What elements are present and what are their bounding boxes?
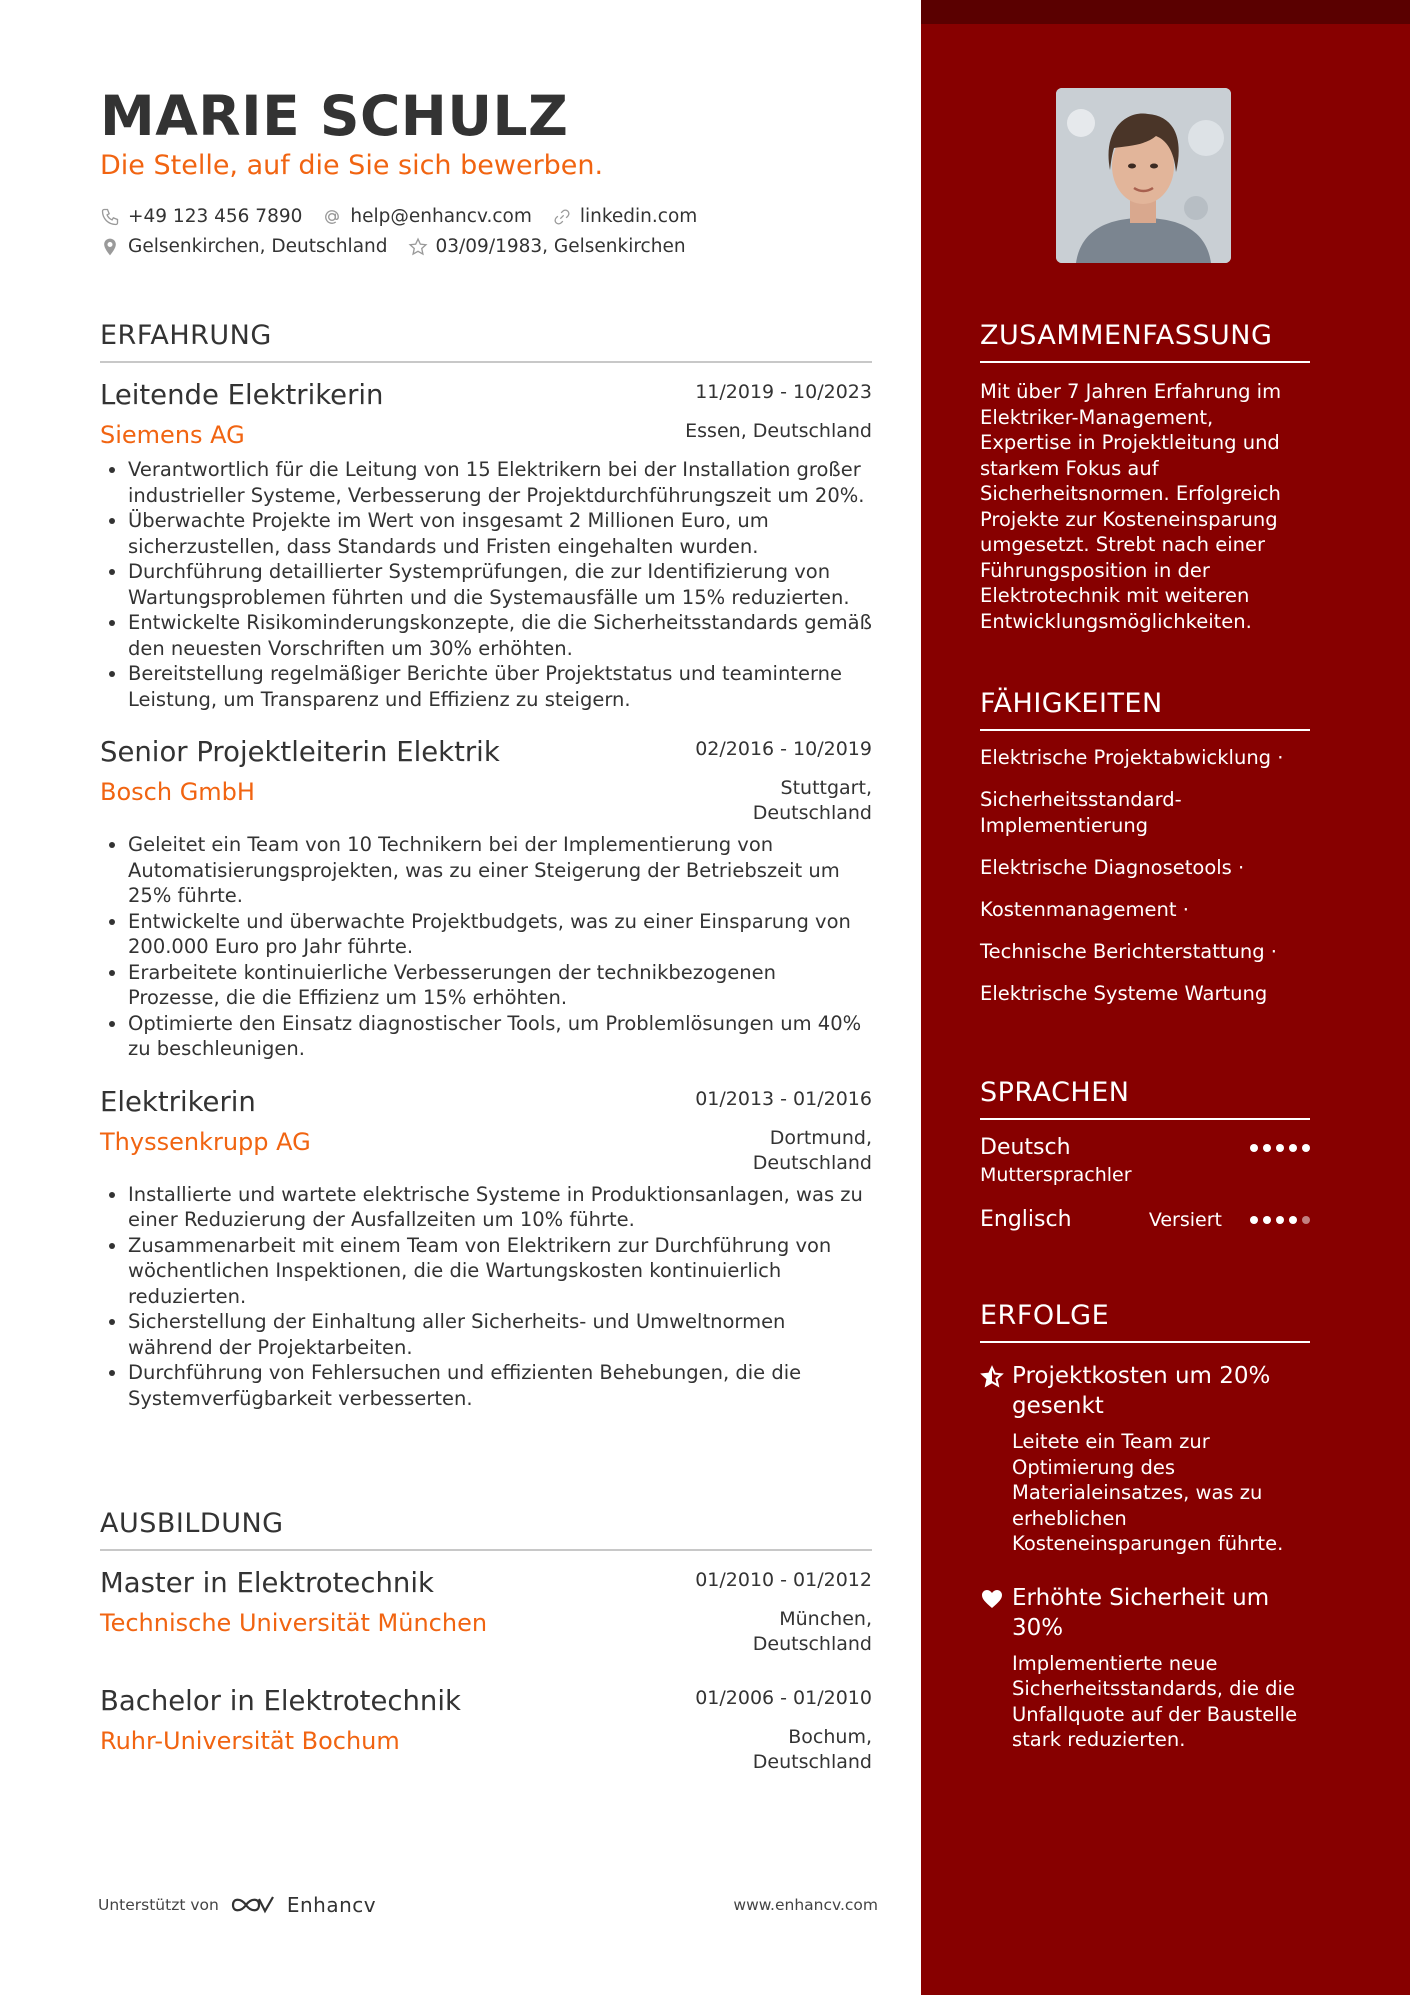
school-location-city: München, bbox=[779, 1608, 872, 1630]
skills-title: FÄHIGKEITEN bbox=[980, 688, 1310, 731]
job-tagline: Die Stelle, auf die Sie sich bewerben. bbox=[100, 150, 604, 181]
bullet-item: • Verantwortlich für die Leitung von 15 Elektrikern bei der Installation großer industrieller Systeme, Verbesserung der Projektdurchführungszeit um 20%. bbox=[128, 457, 872, 508]
education-entry bbox=[100, 1683, 872, 1775]
skill-item: Elektrische Diagnosetools · bbox=[980, 856, 1245, 879]
contact-location bbox=[100, 232, 388, 262]
school-location-country: Deutschland bbox=[752, 1633, 872, 1655]
achievements-title: ERFOLGE bbox=[980, 1300, 1310, 1343]
rating-dot bbox=[1263, 1216, 1271, 1224]
school: Ruhr-Universität Bochum bbox=[100, 1727, 400, 1755]
education-entry bbox=[100, 1565, 872, 1657]
rating-dot bbox=[1250, 1216, 1258, 1224]
skill-item: Elektrische Systeme Wartung bbox=[980, 982, 1268, 1005]
languages-section bbox=[980, 1077, 1310, 1234]
achievement-desc: Leitete ein Team zur Optimierung des Materialeinsatzes, was zu erheblichen Kosteneinsparungen führte. bbox=[1012, 1430, 1284, 1555]
rating-dot bbox=[1302, 1216, 1310, 1224]
education-title: AUSBILDUNG bbox=[100, 1508, 872, 1551]
achievement-title: Erhöhte Sicherheit um 30% bbox=[1012, 1584, 1270, 1641]
job-entry bbox=[100, 377, 872, 712]
job-role: Leitende Elektrikerin bbox=[100, 379, 384, 411]
rating-dot bbox=[1289, 1216, 1297, 1224]
job-entry bbox=[100, 734, 872, 1062]
job-role: Elektrikerin bbox=[100, 1085, 256, 1118]
profile-photo bbox=[1056, 88, 1231, 263]
contact-linkedin[interactable] bbox=[552, 202, 697, 232]
achievement-item bbox=[980, 1583, 1310, 1753]
bullet-item: • Sicherstellung der Einhaltung aller Sicherheits- und Umweltnormen während der Projektarbeiten. bbox=[128, 1309, 872, 1360]
job-location: Essen, Deutschland bbox=[685, 420, 872, 442]
brand-name: Enhancv bbox=[286, 1893, 377, 1917]
bullet-item: • Durchführung von Fehlersuchen und effizienten Behebungen, die die Systemverfügbarkeit verbesserten. bbox=[128, 1360, 872, 1411]
language-item bbox=[980, 1134, 1310, 1188]
achievement-desc: Implementierte neue Sicherheitsstandards, die die Unfallquote auf der Baustelle stark reduzierten. bbox=[1012, 1651, 1298, 1751]
bullet-item: • Optimierte den Einsatz diagnostischer Tools, um Problemlösungen um 40% zu beschleunigen. bbox=[128, 1011, 872, 1062]
school: Technische Universität München bbox=[100, 1609, 488, 1637]
bullet-item: • Zusammenarbeit mit einem Team von Elektrikern zur Durchführung von wöchentlichen Inspektionen, die die Wartungskosten kontinuierlich reduzierten. bbox=[128, 1233, 872, 1310]
birth-text: 03/09/1983, Gelsenkirchen bbox=[435, 236, 686, 257]
bullet-item: • Durchführung detaillierter Systemprüfungen, die zur Identifizierung von Wartungsproblemen führten und die Systemausfälle um 15% reduzierten. bbox=[128, 559, 872, 610]
portrait-image bbox=[1056, 88, 1231, 263]
degree: Master in Elektrotechnik bbox=[100, 1567, 434, 1599]
language-name: Englisch bbox=[980, 1207, 1072, 1232]
location-text: Gelsenkirchen, Deutschland bbox=[128, 236, 388, 257]
job-role: Senior Projektleiterin Elektrik bbox=[100, 736, 500, 768]
language-level: Muttersprachler bbox=[980, 1164, 1132, 1186]
bullet-item: • Entwickelte Risikominderungskonzepte, die die Sicherheitsstandards gemäß den neuesten Vorschriften um 30% erhöhten. bbox=[128, 610, 872, 661]
powered-by-label: Unterstützt von bbox=[98, 1896, 219, 1914]
star-outline-icon bbox=[408, 237, 428, 257]
candidate-name: MARIE SCHULZ bbox=[100, 84, 569, 148]
bullet-item: • Geleitet ein Team von 10 Technikern bei der Implementierung von Automatisierungsprojekten, was zu einer Steigerung der Betriebszeit um 25% führte. bbox=[128, 832, 872, 909]
rating-dot bbox=[1276, 1144, 1284, 1152]
achievement-title: Projektkosten um 20% gesenkt bbox=[1012, 1363, 1271, 1419]
school-location bbox=[753, 1725, 872, 1775]
language-level: Versiert bbox=[1148, 1209, 1222, 1231]
experience-title: ERFAHRUNG bbox=[100, 320, 872, 363]
job-location bbox=[753, 1126, 872, 1176]
rating-dot bbox=[1276, 1216, 1284, 1224]
at-icon bbox=[322, 207, 342, 227]
languages-title: SPRACHEN bbox=[980, 1077, 1310, 1120]
contact-info bbox=[100, 202, 717, 262]
footer bbox=[98, 1893, 878, 1917]
contact-birth bbox=[408, 232, 686, 262]
bullet-item: • Überwachte Projekte im Wert von insgesamt 2 Millionen Euro, um sicherzustellen, dass Standards und Fristen eingehalten wurden. bbox=[128, 508, 872, 559]
language-rating bbox=[1250, 1144, 1310, 1152]
job-location-country: Deutschland bbox=[752, 1151, 872, 1174]
job-bullets bbox=[100, 1182, 872, 1412]
job-company: Thyssenkrupp AG bbox=[100, 1127, 311, 1156]
achievement-item bbox=[980, 1361, 1310, 1557]
school-location bbox=[753, 1607, 872, 1657]
phone-text: +49 123 456 7890 bbox=[128, 206, 303, 227]
summary-section bbox=[980, 320, 1310, 634]
linkedin-text: linkedin.com bbox=[579, 206, 698, 227]
job-dates: 01/2013 - 01/2016 bbox=[695, 1087, 872, 1110]
skill-item: Technische Berichterstattung · bbox=[980, 940, 1277, 963]
job-location bbox=[753, 776, 872, 826]
powered-by[interactable] bbox=[98, 1893, 376, 1917]
contact-email[interactable] bbox=[322, 202, 531, 232]
job-location-country: Deutschland bbox=[752, 802, 872, 824]
skill-item: Elektrische Projektabwicklung · bbox=[980, 746, 1284, 769]
location-pin-icon bbox=[100, 237, 120, 257]
sidebar bbox=[921, 0, 1410, 1995]
rating-dot bbox=[1263, 1144, 1271, 1152]
job-company: Bosch GmbH bbox=[100, 778, 255, 806]
enhancv-logo-icon bbox=[229, 1893, 277, 1917]
heart-icon bbox=[980, 1587, 1004, 1611]
skill-item: Kostenmanagement · bbox=[980, 898, 1189, 921]
link-icon bbox=[552, 207, 572, 227]
experience-section bbox=[100, 320, 872, 1411]
education-dates: 01/2010 - 01/2012 bbox=[695, 1569, 872, 1591]
job-company: Siemens AG bbox=[100, 421, 245, 449]
contact-phone[interactable] bbox=[100, 202, 302, 232]
job-dates: 02/2016 - 10/2019 bbox=[695, 738, 872, 760]
email-text: help@enhancv.com bbox=[350, 206, 532, 227]
skill-item: Sicherheitsstandard-Implementierung bbox=[980, 788, 1182, 837]
education-dates: 01/2006 - 01/2010 bbox=[695, 1687, 872, 1709]
language-item bbox=[980, 1206, 1310, 1234]
job-dates: 11/2019 - 10/2023 bbox=[695, 381, 872, 403]
job-location-city: Stuttgart, bbox=[780, 777, 872, 799]
degree: Bachelor in Elektrotechnik bbox=[100, 1685, 461, 1717]
job-entry bbox=[100, 1084, 872, 1412]
school-location-city: Bochum, bbox=[788, 1726, 872, 1748]
bullet-item: • Entwickelte und überwachte Projektbudgets, was zu einer Einsparung von 200.000 Euro pro Jahr führte. bbox=[128, 909, 872, 960]
skills-section bbox=[980, 688, 1310, 1023]
language-rating bbox=[1250, 1216, 1310, 1224]
star-icon bbox=[980, 1365, 1004, 1389]
job-bullets bbox=[100, 457, 872, 712]
rating-dot bbox=[1302, 1144, 1310, 1152]
achievements-section bbox=[980, 1300, 1310, 1753]
bullet-item: • Erarbeitete kontinuierliche Verbesserungen der technikbezogenen Prozesse, die die Effizienz um 15% erhöhten. bbox=[128, 960, 872, 1011]
school-location-country: Deutschland bbox=[752, 1751, 872, 1773]
rating-dot bbox=[1289, 1144, 1297, 1152]
summary-title: ZUSAMMENFASSUNG bbox=[980, 320, 1310, 363]
footer-url[interactable]: www.enhancv.com bbox=[733, 1896, 878, 1914]
bullet-item: • Installierte und wartete elektrische Systeme in Produktionsanlagen, was zu einer Reduzierung der Ausfallzeiten um 10% führte. bbox=[128, 1182, 872, 1233]
job-bullets bbox=[100, 832, 872, 1062]
skills-list bbox=[980, 745, 1310, 1007]
sidebar-top-band bbox=[921, 0, 1410, 24]
education-section bbox=[100, 1508, 872, 1775]
phone-icon bbox=[100, 207, 120, 227]
language-name: Deutsch bbox=[980, 1135, 1071, 1160]
summary-text: Mit über 7 Jahren Erfahrung im Elektriker-Management, Expertise in Projektleitung und starkem Fokus auf Sicherheitsnormen. Erfolgreich Projekte zur Kosteneinsparung umgesetzt. Strebt nach einer Führungsposition in der Elektrotechnik mit weiteren Entwicklungsmöglichkeiten. bbox=[980, 380, 1282, 633]
job-location-city: Dortmund, bbox=[769, 1126, 872, 1149]
rating-dot bbox=[1250, 1144, 1258, 1152]
bullet-item: • Bereitstellung regelmäßiger Berichte über Projektstatus und teaminterne Leistung, um Transparenz und Effizienz zu steigern. bbox=[128, 661, 872, 712]
